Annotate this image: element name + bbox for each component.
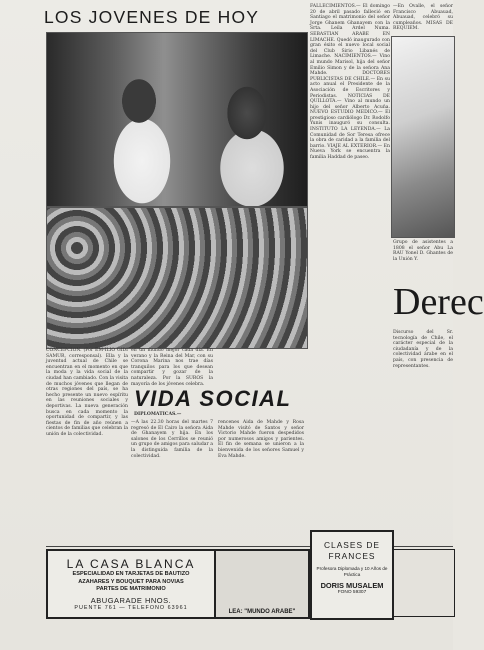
vida-social-subheading: DIPLOMATICAS.— (134, 412, 182, 417)
vida-social-column-1: —A las 22.30 horas del martes 7 regresó de El Cairo la señora Aida de Ghanayem y hija. En los salones de los Cerrillos se reunió un grupo de amigos para saludar a la distinguida familia de la colectividad. (131, 420, 213, 459)
ad-address: PUENTE 761 — TELEFONO 63961 (74, 604, 188, 611)
ad-blank-right (393, 549, 455, 617)
ad-name: DORIS MUSALEM (320, 581, 384, 590)
ad-mundo-arabe (214, 549, 310, 619)
ad-phone: FONO 59307 (337, 590, 367, 595)
section-title: LOS JOVENES DE HOY (44, 7, 260, 27)
ad-line: AZAHARES Y BOUQUET PARA NOVIAS (78, 578, 184, 585)
ad-line: ESPECIALIDAD EN TARJETAS DE BAUTIZO (72, 571, 190, 577)
photo-group-right (391, 36, 455, 238)
ad-label: LEA: "MUNDO ARABE" (228, 609, 296, 615)
vida-social-heading: VIDA SOCIAL (134, 386, 292, 411)
far-right-body: Discurso del Sr. tecnología de Chile, el carácter especial de la ciudadanía y de la colectividad árabe en el país, con presencia de representantes. (393, 330, 453, 369)
vida-social-column-2: rencenes Aida de Mahde y Rosa Mahde visitó de Santos y señor Victorio Mahde fueron despedidos por numerosos amigos y parientes. El fin de semana se unieron a la bienvenida de los señores Samuel y Eva Mahde. (218, 420, 304, 459)
photo-queen-crowning (46, 32, 308, 207)
far-right-top-text: —En Ovalle, el señor Francisco Abuauad, Abuauad, celebró su cumpleaños. MISAS DE REQUIEM. (393, 4, 453, 32)
article-left-column: CONCEPCION. (Por EM-ILIO GIDI SAMUR, corresponsal). Ella y la juventud actual de Chile se encuentran en el momento en que la moda y la vida social de la ciudad han cambiado. Con la visita de muchos jóvenes que llegan de otras regiones del país, se ha hecho presente un nuevo espíritu en las reuniones sociales y deportivas. La nueva generación busca en cada momento la oportunidad de compartir, y las fiestas de fin de año reúnen a cientos de familias que celebran la unión de la colectividad. (46, 348, 128, 437)
ad-line: PARTES DE MATRIMONIO (96, 586, 166, 593)
ad-title: LA CASA BLANCA (66, 557, 196, 571)
ad-la-casa-blanca (46, 549, 216, 619)
photo-crowd (46, 207, 308, 349)
ad-clases-frances (310, 530, 394, 620)
photo-caption: Grupo de asistentes a 1808 el señor Abu La RAU Yonel D. Ghantes de la Unión Y. (393, 240, 453, 262)
ad-title: CLASES DE FRANCES (323, 540, 380, 561)
article-right-column: FALLECIMIENTOS.— El domingo 20 de abril pasado falleció en Santiago el matrimonio del señor Jorge Ghanem Ghanayem con la Srta. Leila Ardel Numa. SEBASTIAN ARABE EN LIMACHE. Quedó inaugurado con gran éxito el nuevo local social del Club Sirio Libanés de Limache. NACIMIENTOS.— Vino al mundo Marisol, hija del señor Emilio Simon y de la señora Ana Mahde. DOCTORES PUBLICISTAS DE CHILE.— En su acto anual el Presidente de la Asociación de Escritores y Periodistas. NOTICIAS DE QUILLOTA.— Vino al mundo un hijo del señor Alberto Acuña. NUEVO ESTUDIO MEDICO.— El prestigioso cardiólogo Dr. Rodolfo Yunis inauguró su consulta. INSTITUTO LA LEYENDA.— La Comunidad de Sor Teresa ofrece la obra de caridad a la familia del barrio. VIAJE AL EXTERIOR.— En Nueva York se encuentra la familia Haddad de paseo. (310, 4, 390, 161)
ad-brand: ABUGARADE HNOS. (90, 595, 172, 605)
far-right-headline: Derec (393, 281, 484, 323)
article-middle-column: en un mundo mejor cada día. En verano y la Reina del Mar, con su Corona Marina nos trae días tranquilos para los que desean compartir y gozar de la naturaleza. Por la SUROS la mayoría de los jóvenes celebra. (131, 348, 213, 387)
ad-note: Profesora Diplomada y 10 Años de Práctica (316, 566, 388, 577)
